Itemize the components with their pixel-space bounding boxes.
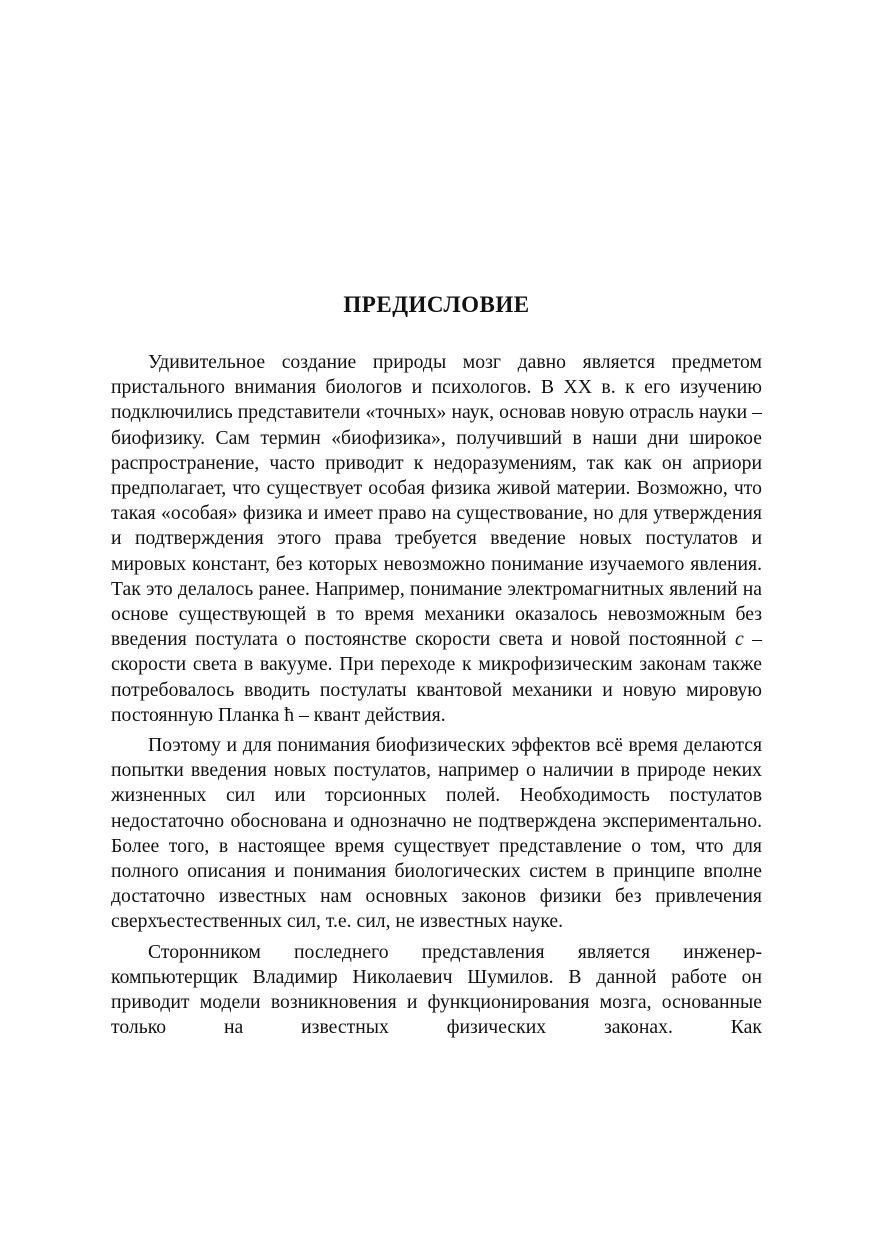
speed-of-light-symbol: c bbox=[735, 628, 744, 651]
page-title: ПРЕДИСЛОВИЕ bbox=[343, 292, 530, 317]
paragraph-1 bbox=[111, 350, 762, 728]
paragraph-2: Поэтому и для понимания биофизических эффектов всё время делаются попытки введения новых постулатов, например о наличии в природе неких жизненных сил или торсионных полей. Необходимость постулатов недостаточно обоснована и однозначно не подтверждена экспериментально. Более того, в настоящее время существует представление о том, что для полного описания и понимания биологических систем в принципе вполне достаточно известных нам основных законов физики без привлечения сверхъестественных сил, т.е. сил, не известных науке. bbox=[111, 734, 762, 933]
paragraph-1-part-b: – скорости света в вакууме. При переходе к микрофизическим законам также потребовалось вводить постулаты квантовой механики и новую мировую постоянную Планка ħ – квант действия. bbox=[111, 628, 762, 726]
paragraph-3: Сторонником последнего представления является инженер-компьютерщик Владимир Николаевич Шумилов. В данной работе он приводит модели возникновения и функционирования мозга, основанные только на известных физических законах. Как bbox=[111, 940, 762, 1039]
paragraph-1-part-a: Удивительное создание природы мозг давно является предметом пристального внимания биологов и психологов. В XX в. к его изучению подключились представители «точных» наук, основав новую отрасль науки – биофизику. Сам термин «биофизика», получивший в наши дни широкое распространение, часто приводит к недоразумениям, так как он априори предполагает, что существует особая физика живой материи. Возможно, что такая «особая» физика и имеет право на существование, но для утверждения и подтверждения этого права требуется введение новых постулатов и мировых констант, без которых невозможно понимание изучаемого явления. Так это делалось ранее. Например, понимание электромагнитных явлений на основе существующей в то время механики оказалось невозможным без введения постулата о постоянстве скорости света и новой постоянной bbox=[111, 351, 762, 651]
preface-body bbox=[111, 350, 762, 1045]
